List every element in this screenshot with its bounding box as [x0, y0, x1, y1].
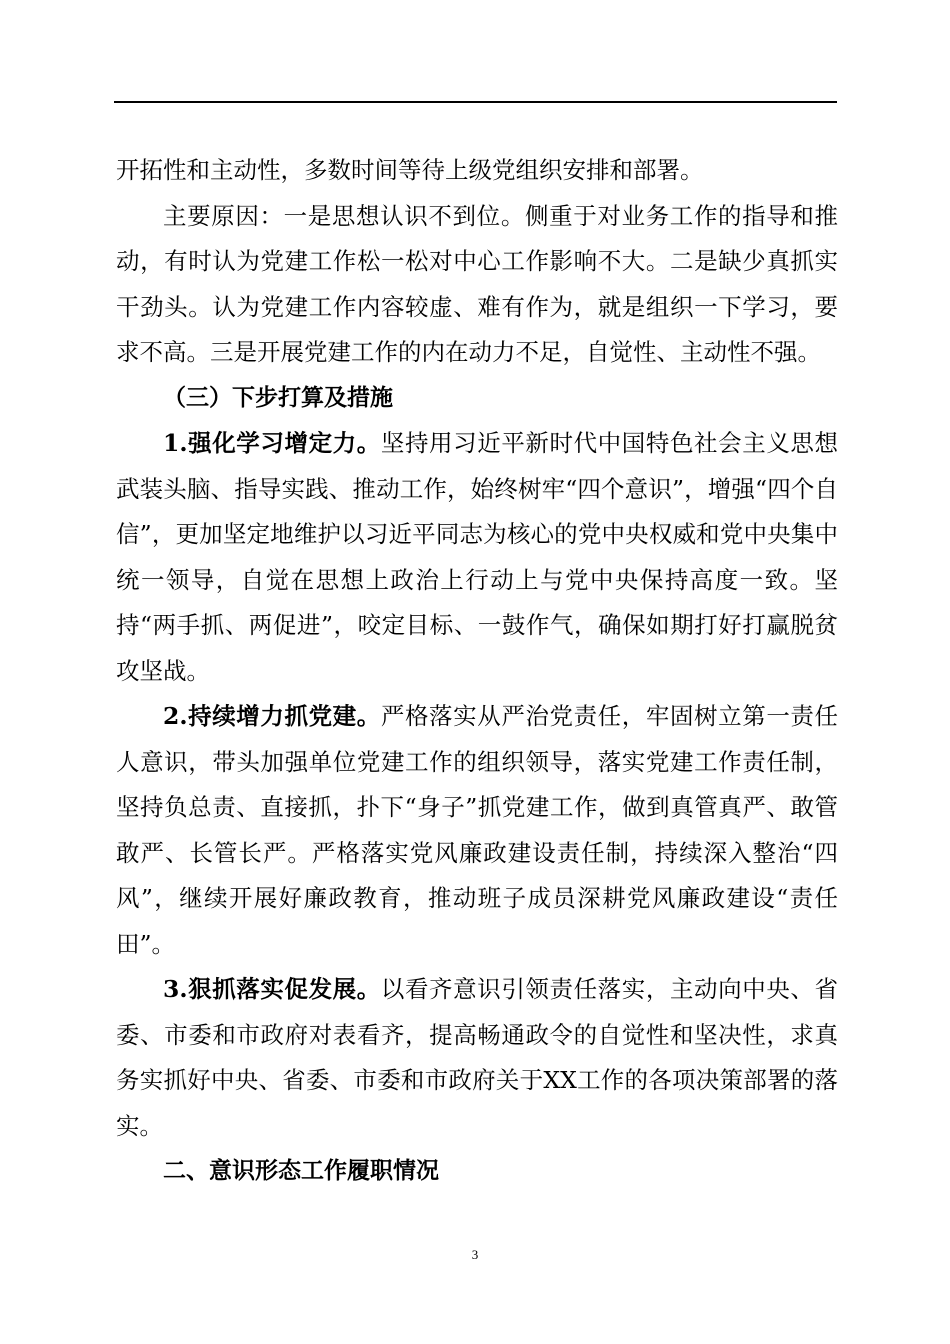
paragraph-text: 坚持用习近平新时代中国特色社会主义思想武装头脑、指导实践、推动工作，始终树牢“四个意识”，增强“四个自信”，更加坚定地维护以习近平同志为核心的党中央权威和党中央集中统一领导，自觉在思想上政治上行动上与党中央保持高度一致。坚持“两手抓、两促进”，咬定目标、一鼓作气，确保如期打好打赢脱贫攻坚战。 — [116, 429, 838, 685]
section-heading — [116, 1149, 838, 1195]
paragraph-lead: 3.狠抓落实促发展。 — [163, 975, 381, 1003]
paragraph-text: 主要原因：一是思想认识不到位。侧重于对业务工作的指导和推动，有时认为党建工作松一松对中心工作影响不大。二是缺少真抓实干劲头。认为党建工作内容较虚、难有作为，就是组织一下学习，要求不高。三是开展党建工作的内在动力不足，自觉性、主动性不强。 — [116, 201, 838, 366]
paragraph — [116, 148, 838, 194]
header-rule — [114, 101, 837, 103]
document-body — [116, 148, 838, 1195]
paragraph-text: 以看齐意识引领责任落实，主动向中央、省委、市委和市政府对表看齐，提高畅通政令的自觉性和坚决性，求真务实抓好中央、省委、市委和市政府关于XX工作的各项决策部署的落实。 — [116, 975, 838, 1140]
paragraph-lead: 2.持续增力抓党建。 — [163, 702, 381, 730]
paragraph-text: 开拓性和主动性，多数时间等待上级党组织安排和部署。 — [116, 156, 704, 184]
paragraph — [116, 421, 838, 694]
section-heading — [116, 376, 838, 422]
paragraph — [116, 967, 838, 1149]
paragraph — [116, 694, 838, 967]
paragraph — [116, 194, 838, 376]
page-number: 3 — [471, 1247, 479, 1262]
paragraph-text: 严格落实从严治党责任，牢固树立第一责任人意识，带头加强单位党建工作的组织领导，落实党建工作责任制，坚持负总责、直接抓，扑下“身子”抓党建工作，做到真管真严、敢管敢严、长管长严。严格落实党风廉政建设责任制，持续深入整治“四风”，继续开展好廉政教育，推动班子成员深耕党风廉政建设“责任田”。 — [116, 702, 838, 958]
heading-text: 二、意识形态工作履职情况 — [163, 1158, 439, 1184]
paragraph-lead: 1.强化学习增定力。 — [163, 429, 381, 457]
heading-text: （三）下步打算及措施 — [163, 384, 393, 411]
